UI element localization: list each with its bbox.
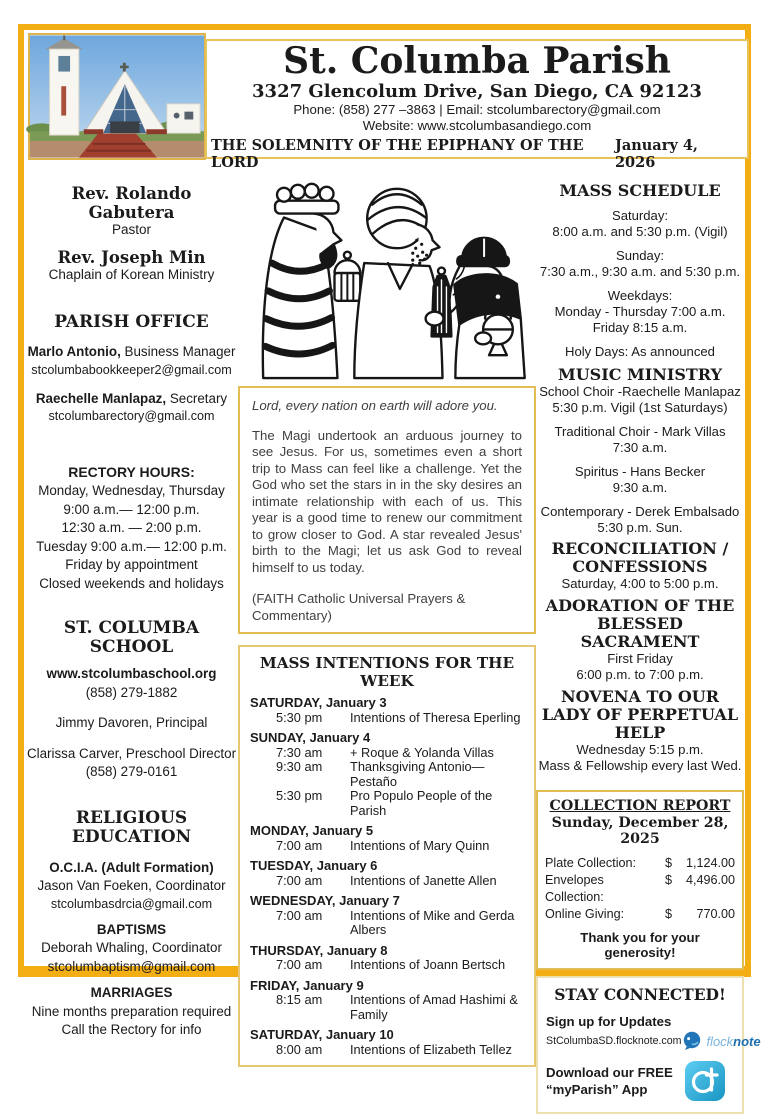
program-ocia xyxy=(26,859,237,913)
day-name: SUNDAY, January 4 xyxy=(250,730,371,745)
program-marriages xyxy=(26,984,237,1040)
flocknote-icon xyxy=(681,1031,703,1051)
choir-traditional xyxy=(536,424,744,456)
day-name: TUESDAY, January 6 xyxy=(250,858,378,873)
church-photo xyxy=(28,33,206,160)
mass-time: 7:30 am xyxy=(276,744,323,760)
schedule-line: Saturday: xyxy=(611,208,669,223)
novena-line: Wednesday 5:15 p.m. xyxy=(576,742,704,757)
program-name: MARRIAGES xyxy=(90,985,173,1000)
adoration-line: First Friday xyxy=(607,651,673,666)
mass-intention: Intentions of Mary Quinn xyxy=(350,837,490,853)
rectory-hours-title: RECTORY HOURS: xyxy=(68,464,195,480)
program-baptisms xyxy=(26,921,237,977)
choir-line: 9:30 a.m. xyxy=(612,480,668,495)
collection-row xyxy=(545,906,735,923)
staff-entry xyxy=(26,343,237,379)
bulletin-date: January 4, 2026 xyxy=(614,137,698,171)
program-note: Call the Rectory for info xyxy=(61,1022,202,1037)
program-email[interactable]: stcolumbasdrcia@gmail.com xyxy=(50,896,213,911)
preschool-phone: (858) 279-0161 xyxy=(85,764,178,779)
flocknote-word-note: note xyxy=(733,1033,761,1049)
flocknote-word-flock: flock xyxy=(706,1033,734,1049)
schedule-line: Holy Days: As announced xyxy=(565,344,715,359)
staff-entry xyxy=(26,390,237,426)
signup-label: Sign up for Updates xyxy=(546,1014,672,1029)
choir-school xyxy=(536,384,744,416)
chaplain-name: Rev. Joseph Min xyxy=(57,248,206,267)
mass-intention: Thanksgiving Antonio—Pestaño xyxy=(350,759,485,789)
stay-connected-title: STAY CONNECTED! xyxy=(554,985,726,1004)
mass-time: 8:15 am xyxy=(276,992,323,1007)
pastor-entry xyxy=(26,184,237,238)
mass-time: 7:00 am xyxy=(276,957,323,972)
collection-report-date: Sunday, December 28, 2025 xyxy=(551,815,729,847)
day-name: SATURDAY, January 3 xyxy=(250,695,387,710)
center-column xyxy=(238,168,538,1067)
mass-intention-day xyxy=(250,979,524,1023)
mass-time: 8:00 am xyxy=(276,1041,323,1057)
staff-name: Raechelle Manlapaz, xyxy=(35,390,167,406)
collection-amount: 4,496.00 xyxy=(685,873,735,887)
schedule-weekdays xyxy=(536,288,744,336)
mass-time: 5:30 pm xyxy=(276,709,323,725)
mass-intention-day xyxy=(250,696,524,725)
school-website[interactable]: www.stcolumbaschool.org xyxy=(46,666,217,681)
choir-line: Spiritus - Hans Becker xyxy=(574,464,706,479)
mass-intention-day xyxy=(250,944,524,973)
schedule-sunday xyxy=(536,248,744,280)
school-section xyxy=(26,619,237,782)
day-name: SATURDAY, January 10 xyxy=(250,1027,394,1042)
mass-intention: Intentions of Elizabeth Tellez xyxy=(350,1041,512,1057)
parish-office-section xyxy=(26,313,237,425)
reflection-body: The Magi undertook an arduous journey to see Jesus. For us, sometimes even a short trip to Mass can feel like a challenge. Yet the God who set the stars in in the sky desires an intimate relationship with each of us. This year is a good time to renew our commitment to grow closer to God. A star revealed Jesus' birth to the Magi; let us ask God to reveal himself to us today. xyxy=(252,427,522,575)
choir-line: Traditional Choir - Mark Villas xyxy=(554,424,726,439)
day-name: WEDNESDAY, January 7 xyxy=(250,893,400,908)
mass-time: 7:00 am xyxy=(276,872,323,888)
currency-sign: $ xyxy=(665,856,673,870)
parish-office-title: PARISH OFFICE xyxy=(54,312,209,332)
gold-border-frame xyxy=(18,24,761,1097)
school-phone: (858) 279-1882 xyxy=(85,684,178,700)
religious-education-section xyxy=(26,809,237,1040)
reconciliation-title: RECONCILIATION / CONFESSIONS xyxy=(551,539,729,576)
schedule-line: Monday - Thursday 7:00 a.m. xyxy=(554,304,726,319)
feast-row xyxy=(207,134,747,171)
program-name: BAPTISMS xyxy=(96,921,167,937)
school-principal: Jimmy Davoren, Principal xyxy=(55,715,208,730)
reconciliation-line: Saturday, 4:00 to 5:00 p.m. xyxy=(561,576,719,591)
collection-row xyxy=(545,855,735,872)
rectory-hours-line: Monday, Wednesday, Thursday xyxy=(38,483,225,498)
choir-line: 7:30 a.m. xyxy=(612,440,668,455)
school-title: ST. COLUMBA SCHOOL xyxy=(63,618,200,657)
flocknote-url[interactable]: StColumbaSD.flocknote.com xyxy=(546,1035,682,1047)
schedule-line: Friday 8:15 a.m. xyxy=(592,320,688,335)
staff-name: Marlo Antonio, xyxy=(27,344,121,359)
staff-email[interactable]: stcolumbarectory@gmail.com xyxy=(48,409,215,423)
collection-label: Plate Collection: xyxy=(545,856,637,870)
mass-intention: Intentions of Joann Bertsch xyxy=(350,957,506,972)
collection-label: Envelopes Collection: xyxy=(545,873,604,904)
pastor-role: Pastor xyxy=(111,222,152,237)
choir-spiritus xyxy=(536,464,744,496)
parish-website[interactable]: Website: www.stcolumbasandiego.com xyxy=(362,118,592,133)
religious-education-title: RELIGIOUS EDUCATION xyxy=(71,807,192,847)
parish-address: 3327 Glencolum Drive, San Diego, CA 92123 xyxy=(252,81,702,102)
program-coordinator: Deborah Whaling, Coordinator xyxy=(41,940,222,955)
generosity-thanks: Thank you for your generosity! xyxy=(580,930,700,960)
church-photo-illustration xyxy=(30,35,204,158)
mass-intention: + Roque & Yolanda Villas xyxy=(350,744,494,760)
choir-line: School Choir -Raechelle Manlapaz xyxy=(539,384,741,399)
flocknote-logo[interactable] xyxy=(681,1031,760,1051)
schedule-line: Sunday: xyxy=(615,248,665,263)
mass-intention: Intentions of Theresa Eperling xyxy=(350,709,521,725)
rectory-hours-line: 9:00 a.m.— 12:00 p.m. xyxy=(63,501,200,517)
schedule-holy-days xyxy=(536,344,744,360)
mass-intention: Intentions of Janette Allen xyxy=(350,872,497,888)
mass-intention: Intentions of Amad Hashimi & Family xyxy=(350,992,518,1022)
novena-line: Mass & Fellowship every last Wed. xyxy=(538,758,742,773)
pastor-name: Rev. Rolando Gabutera xyxy=(71,184,192,222)
program-email[interactable]: stcolumbaptism@gmail.com xyxy=(47,958,216,974)
collection-amount: 770.00 xyxy=(696,907,735,921)
chaplain-role: Chaplain of Korean Ministry xyxy=(48,267,215,282)
schedule-saturday xyxy=(536,208,744,240)
download-line: Download our FREE xyxy=(546,1065,673,1080)
mass-intentions-box xyxy=(238,645,536,1067)
reflection-box xyxy=(238,386,536,634)
mass-intention-day xyxy=(250,824,524,853)
mass-time: 7:00 am xyxy=(276,837,323,853)
collection-row xyxy=(545,872,735,906)
mass-time: 5:30 pm xyxy=(276,788,323,803)
rectory-hours-line: Friday by appointment xyxy=(65,557,198,572)
schedule-line: Weekdays: xyxy=(607,288,673,303)
staff-email[interactable]: stcolumbabookkeeper2@gmail.com xyxy=(31,362,232,377)
parish-title: St. Columba Parish xyxy=(283,40,671,82)
collection-label: Online Giving: xyxy=(545,907,625,921)
collection-amount: 1,124.00 xyxy=(685,856,735,870)
currency-sign: $ xyxy=(665,873,673,887)
day-name: THURSDAY, January 8 xyxy=(250,942,388,958)
collection-report-box xyxy=(536,790,744,970)
staff-role: Secretary xyxy=(166,390,228,406)
myparish-download-text xyxy=(546,1064,684,1098)
mass-intention-day xyxy=(250,894,524,938)
day-name: FRIDAY, January 9 xyxy=(250,977,364,993)
rectory-hours-line: Closed weekends and holidays xyxy=(39,575,224,591)
reflection-credit: (FAITH Catholic Universal Prayers & Commentary) xyxy=(252,591,466,623)
mass-intention-day xyxy=(250,1028,524,1057)
mass-time: 9:30 am xyxy=(276,759,323,774)
program-coordinator: Jason Van Foeken, Coordinator xyxy=(37,878,226,893)
parish-header xyxy=(205,39,749,171)
mass-intentions-title: MASS INTENTIONS FOR THE WEEK xyxy=(259,654,515,690)
mass-intention-day xyxy=(250,731,524,818)
download-line: “myParish” App xyxy=(546,1082,648,1097)
novena-title: NOVENA TO OUR LADY OF PERPETUAL HELP xyxy=(541,687,739,742)
left-column xyxy=(26,168,237,1040)
choir-contemporary xyxy=(536,504,744,536)
choir-line: Contemporary - Derek Embalsado xyxy=(540,504,740,519)
mass-intention: Pro Populo People of the Parish xyxy=(350,788,493,818)
right-column xyxy=(536,168,761,1114)
adoration-title: ADORATION OF THE BLESSED SACRAMENT xyxy=(545,596,735,651)
rectory-hours-line: 12:30 a.m. — 2:00 p.m. xyxy=(61,520,202,535)
mass-intention-day xyxy=(250,859,524,888)
program-note: Nine months preparation required xyxy=(31,1003,232,1019)
choir-line: 5:30 p.m. Sun. xyxy=(597,520,683,535)
staff-role: Business Manager xyxy=(120,344,236,359)
three-magi-illustration xyxy=(238,168,536,381)
mass-intention: Intentions of Mike and Gerda Albers xyxy=(350,907,515,937)
parish-contact[interactable]: Phone: (858) 277 –3863 | Email: stcolumbarectory@gmail.com xyxy=(293,102,661,117)
program-name: O.C.I.A. (Adult Formation) xyxy=(49,859,214,875)
rectory-hours-line: Tuesday 9:00 a.m.— 12:00 p.m. xyxy=(36,538,227,554)
rectory-hours-section xyxy=(26,463,237,593)
feast-title: THE SOLEMNITY OF THE EPIPHANY OF THE LORD xyxy=(211,137,584,171)
mass-schedule-title: MASS SCHEDULE xyxy=(559,181,721,200)
music-ministry-title: MUSIC MINISTRY xyxy=(558,365,722,384)
adoration-line: 6:00 p.m. to 7:00 p.m. xyxy=(576,667,704,682)
stay-connected-box xyxy=(536,976,761,1114)
reflection-quote: Lord, every nation on earth will adore you. xyxy=(252,398,498,413)
myparish-app-icon[interactable] xyxy=(684,1060,726,1102)
preschool-director: Clarissa Carver, Preschool Director xyxy=(26,745,237,761)
currency-sign: $ xyxy=(665,907,673,921)
day-name: MONDAY, January 5 xyxy=(250,823,374,838)
chaplain-entry xyxy=(26,248,237,283)
collection-report-title: COLLECTION REPORT xyxy=(549,798,731,814)
mass-time: 7:00 am xyxy=(276,907,323,923)
choir-line: 5:30 p.m. Vigil (1st Saturdays) xyxy=(552,400,728,415)
schedule-line: 7:30 a.m., 9:30 a.m. and 5:30 p.m. xyxy=(539,264,741,279)
schedule-line: 8:00 a.m. and 5:30 p.m. (Vigil) xyxy=(552,224,728,239)
